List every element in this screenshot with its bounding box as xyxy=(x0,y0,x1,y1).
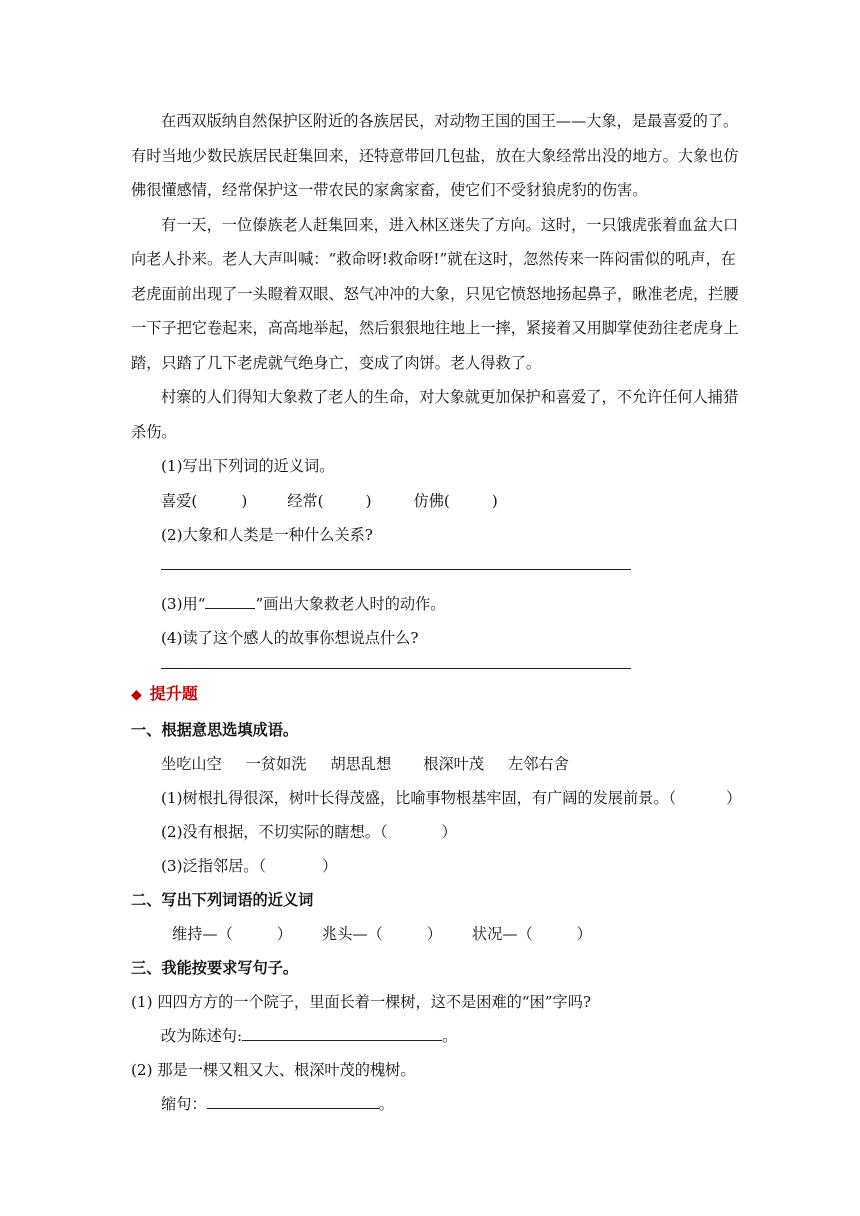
question-4: (4)读了这个感人的故事你想说点什么? xyxy=(161,629,419,647)
synonym-word: 喜爱( xyxy=(161,492,198,510)
passage-line: 杀伤。 xyxy=(131,423,177,441)
sentence-2: (2) 那是一棵又粗又大、根深叶茂的槐树。 xyxy=(131,1061,416,1079)
idiom-item-1: (1)树根扎得很深，树叶长得茂盛，比喻事物根基牢固，有广阔的发展前景。（ ） xyxy=(161,789,742,807)
answer-line[interactable] xyxy=(161,569,631,570)
idiom-option: 左邻右舍 xyxy=(508,755,569,773)
question-3: (3)用“ ”画出大象救老人时的动作。 xyxy=(161,595,446,613)
idiom-options xyxy=(161,754,569,774)
part1-heading: 一、根据意思选填成语。 xyxy=(131,721,299,739)
synonym-close: ) xyxy=(241,492,248,510)
passage-line: 踏，只踏了几下老虎就气绝身亡，变成了肉饼。老人得救了。 xyxy=(131,354,542,372)
idiom-option: 胡思乱想 xyxy=(330,755,392,773)
synonym-prompts xyxy=(161,491,498,511)
passage-line: 有一天，一位傣族老人赶集回来，进入林区迷失了方向。这时，一只饿虎张着血盆大口 xyxy=(161,216,739,234)
synonym-close: ) xyxy=(491,492,498,510)
question-1: (1)写出下列词的近义词。 xyxy=(161,457,335,475)
passage-line: 在西双版纳自然保护区附近的各族居民，对动物王国的国王——大象，是最喜爱的了。 xyxy=(161,112,739,130)
idiom-item-2: (2)没有根据，不切实际的瞎想。（ ） xyxy=(161,823,457,841)
section-header xyxy=(131,684,198,705)
sentence-1-task: 改为陈述句: 。 xyxy=(161,1027,458,1045)
idiom-option: 一贫如洗 xyxy=(245,755,307,773)
sentence-2-task: 缩句： 。 xyxy=(161,1095,394,1113)
idiom-item-3: (3)泛指邻居。（ ） xyxy=(161,857,338,875)
part2-heading: 二、写出下列词语的近义词 xyxy=(131,891,314,909)
answer-line[interactable] xyxy=(161,668,631,669)
sentence-1: (1) 四四方方的一个院子，里面长着一棵树，这不是困难的“困”字吗? xyxy=(131,993,592,1011)
passage-line: 佛很懂感情，经常保护这一带农民的家禽家畜，使它们不受豺狼虎豹的伤害。 xyxy=(131,181,648,199)
synonym-word: 经常( xyxy=(287,492,324,510)
synonym-close: ) xyxy=(365,492,372,510)
section-title: 提升题 xyxy=(149,684,198,703)
passage-line: 向老人扑来。老人大声叫喊：“救命呀!救命呀!”就在这时，忽然传来一阵闷雷似的吼声，在 xyxy=(131,250,736,268)
idiom-option: 坐吃山空 xyxy=(161,755,222,773)
answer-line[interactable] xyxy=(207,1094,379,1109)
passage-line: 有时当地少数民族居民赶集回来，还特意带回几包盐，放在大象经常出没的地方。大象也仿 xyxy=(131,147,739,165)
synonym-items: 维持—（ ） 兆头—（ ） 状况—（ ） xyxy=(172,925,592,943)
synonym-word: 仿佛( xyxy=(413,492,450,510)
passage-line: 村寨的人们得知大象救了老人的生命，对大象就更加保护和喜爱了，不允许任何人捕猎 xyxy=(161,388,739,406)
underline-sample xyxy=(205,594,255,609)
diamond-icon: ◆ xyxy=(131,687,142,703)
passage-line: 老虎面前出现了一头瞪着双眼、怒气冲冲的大象，只见它愤怒地扬起鼻子，瞅准老虎，拦腰 xyxy=(131,285,739,303)
answer-line[interactable] xyxy=(242,1026,442,1041)
passage-line: 一下子把它卷起来，高高地举起，然后狠狠地往地上一摔，紧接着又用脚掌使劲往老虎身上 xyxy=(131,319,739,337)
idiom-option: 根深叶茂 xyxy=(423,755,484,773)
part3-heading: 三、我能按要求写句子。 xyxy=(131,959,299,977)
question-2: (2)大象和人类是一种什么关系? xyxy=(161,526,373,544)
